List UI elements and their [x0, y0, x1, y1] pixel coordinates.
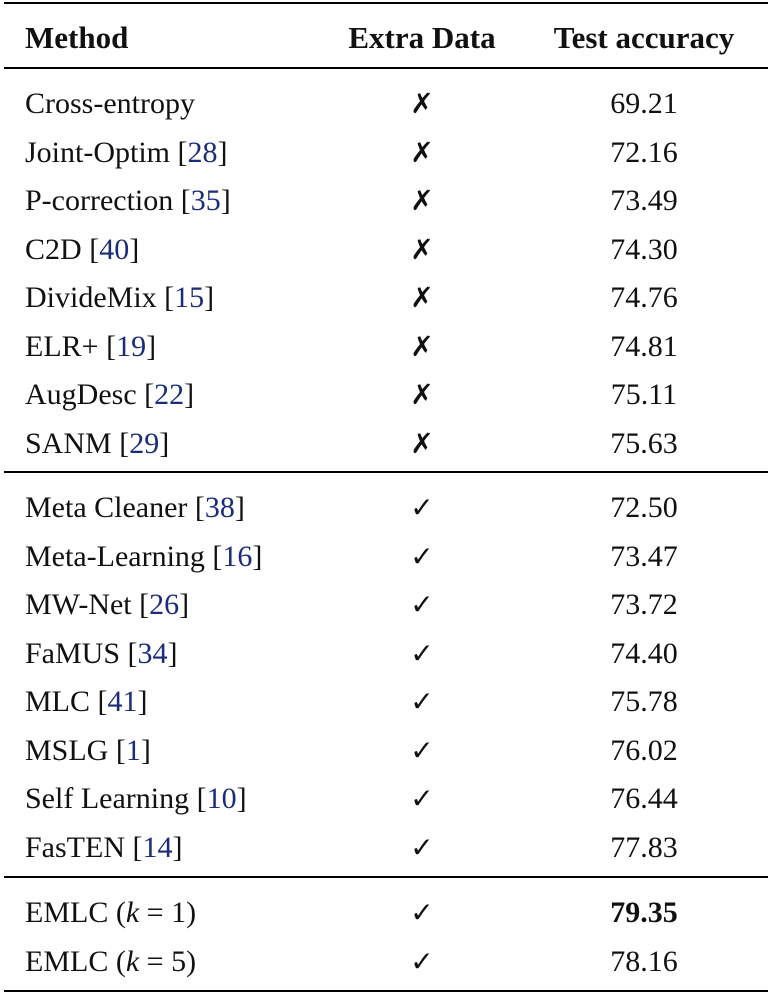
citation-link[interactable]: 14	[142, 830, 173, 864]
accuracy-cell: 74.81	[610, 329, 678, 363]
method-name: Meta-Learning	[25, 539, 205, 573]
citation-link[interactable]: 15	[174, 281, 205, 314]
method-param: k	[125, 896, 140, 929]
cite-bracket: ]	[204, 281, 215, 314]
method-cell	[25, 177, 231, 225]
table-row	[0, 824, 773, 872]
citation-link[interactable]: 34	[137, 636, 168, 670]
check-icon: ✓	[410, 733, 434, 767]
check-icon: ✓	[410, 491, 434, 524]
header-rule	[4, 67, 768, 69]
citation-link[interactable]: 19	[116, 329, 147, 363]
cite-bracket: [	[108, 733, 126, 767]
header-test-accuracy: Test accuracy	[553, 20, 735, 55]
check-icon: ✓	[410, 636, 434, 670]
citation-link[interactable]: 41	[107, 685, 138, 718]
accuracy-cell: 72.16	[610, 135, 678, 169]
cite-bracket: [	[156, 281, 175, 314]
method-name: SANM	[25, 426, 112, 460]
table-row	[0, 775, 773, 823]
accuracy-cell: 75.63	[610, 426, 678, 460]
accuracy-cell: 74.76	[610, 281, 678, 314]
cite-bracket: [	[189, 782, 207, 815]
method-cell	[25, 80, 195, 128]
method-cell	[25, 775, 247, 823]
top-rule	[4, 2, 768, 4]
method-name: C2D	[25, 232, 82, 266]
cite-bracket: [	[111, 426, 130, 460]
method-name: EMLC (	[25, 896, 126, 929]
method-name: P-correction	[25, 184, 174, 217]
method-cell	[25, 129, 228, 177]
citation-link[interactable]: 26	[149, 588, 180, 621]
accuracy-cell: 72.50	[610, 491, 678, 524]
table-row	[0, 129, 773, 177]
cite-bracket: ]	[146, 329, 157, 363]
method-name: ELR+	[25, 329, 99, 363]
citation-link[interactable]: 22	[154, 378, 185, 411]
cite-bracket: ]	[172, 830, 183, 864]
citation-link[interactable]: 28	[187, 135, 218, 169]
bottom-rule	[4, 990, 768, 992]
accuracy-cell: 69.21	[610, 87, 678, 120]
method-cell	[25, 630, 178, 678]
accuracy-cell: 73.47	[610, 539, 678, 573]
cite-bracket: ]	[159, 426, 170, 460]
method-name: MLC	[25, 685, 91, 718]
citation-link[interactable]: 40	[99, 232, 130, 266]
table-row	[0, 484, 773, 532]
method-cell	[25, 323, 156, 371]
method-name: Cross-entropy	[25, 87, 195, 120]
method-name: MW-Net	[25, 588, 132, 621]
method-name: FaMUS	[25, 636, 121, 670]
cite-bracket: ]	[129, 232, 140, 266]
method-cell	[25, 533, 262, 581]
citation-link[interactable]: 10	[206, 782, 237, 815]
cite-bracket: [	[170, 135, 188, 169]
cite-bracket: ]	[140, 733, 151, 767]
cite-bracket: ]	[252, 539, 263, 573]
method-name: AugDesc	[25, 378, 137, 411]
table-row	[0, 678, 773, 726]
method-cell	[25, 727, 151, 775]
table-row	[0, 323, 773, 371]
cite-bracket: [	[98, 329, 117, 363]
method-name: Joint-Optim	[25, 135, 171, 169]
cite-bracket: ]	[167, 636, 178, 670]
check-icon: ✓	[410, 944, 434, 978]
check-icon: ✓	[410, 539, 434, 573]
method-cell	[25, 420, 169, 468]
check-icon: ✓	[410, 588, 434, 621]
cite-bracket: ]	[137, 685, 148, 718]
accuracy-cell: 76.44	[610, 782, 678, 815]
accuracy-cell: 79.35	[610, 896, 678, 929]
table-row	[0, 274, 773, 322]
method-name: Self Learning	[25, 782, 190, 815]
citation-link[interactable]: 1	[125, 733, 141, 767]
cross-icon: ✗	[410, 426, 434, 460]
table-row	[0, 581, 773, 629]
cite-bracket: [	[131, 588, 150, 621]
method-cell	[25, 938, 196, 986]
method-cell	[25, 226, 139, 274]
cross-icon: ✗	[410, 281, 434, 314]
cite-bracket: ]	[179, 588, 190, 621]
cite-bracket: ]	[234, 491, 245, 524]
method-cell	[25, 274, 214, 322]
cite-bracket: ]	[184, 378, 195, 411]
cross-icon: ✗	[410, 232, 434, 266]
cross-icon: ✗	[410, 87, 434, 120]
method-name: MSLG	[25, 733, 109, 767]
accuracy-cell: 74.40	[610, 636, 678, 670]
check-icon: ✓	[410, 685, 434, 718]
cross-icon: ✗	[410, 378, 434, 411]
cite-bracket: ]	[236, 782, 247, 815]
accuracy-cell: 78.16	[610, 944, 678, 978]
accuracy-cell: 75.78	[610, 685, 678, 718]
cross-icon: ✗	[410, 184, 434, 217]
accuracy-cell: 75.11	[610, 378, 678, 411]
header-row	[0, 14, 773, 62]
table-row	[0, 727, 773, 775]
table-row	[0, 226, 773, 274]
method-param-value: = 5)	[139, 944, 197, 978]
table-row	[0, 420, 773, 468]
citation-link[interactable]: 35	[190, 184, 221, 217]
citation-link[interactable]: 16	[222, 539, 253, 573]
cite-bracket: ]	[217, 135, 228, 169]
group-divider	[4, 876, 768, 878]
method-cell	[25, 824, 183, 872]
accuracy-cell: 73.72	[610, 588, 678, 621]
cite-bracket: [	[90, 685, 108, 718]
accuracy-cell: 74.30	[610, 232, 678, 266]
header-extra-data: Extra Data	[348, 20, 496, 55]
table-row	[0, 630, 773, 678]
method-cell	[25, 678, 148, 726]
cite-bracket: [	[81, 232, 100, 266]
group-divider	[4, 471, 768, 473]
method-name: DivideMix	[25, 281, 157, 314]
accuracy-cell: 77.83	[610, 830, 678, 864]
table-row	[0, 371, 773, 419]
method-cell	[25, 371, 194, 419]
method-name: FasTEN	[25, 830, 125, 864]
table-row	[0, 533, 773, 581]
citation-link[interactable]: 29	[129, 426, 160, 460]
method-cell	[25, 484, 245, 532]
table-row	[0, 177, 773, 225]
check-icon: ✓	[410, 782, 434, 815]
accuracy-cell: 76.02	[610, 733, 678, 767]
method-name: EMLC (	[25, 944, 126, 978]
table-row	[0, 80, 773, 128]
check-icon: ✓	[410, 830, 434, 864]
cite-bracket: [	[204, 539, 223, 573]
method-param-value: = 1)	[139, 896, 197, 929]
cite-bracket: [	[187, 491, 205, 524]
method-name: Meta Cleaner	[25, 491, 188, 524]
method-cell	[25, 889, 196, 937]
check-icon: ✓	[410, 896, 434, 929]
cite-bracket: [	[125, 830, 143, 864]
cross-icon: ✗	[410, 329, 434, 363]
header-method: Method	[25, 20, 129, 55]
cite-bracket: [	[136, 378, 155, 411]
cite-bracket: ]	[220, 184, 231, 217]
method-cell	[25, 581, 189, 629]
accuracy-cell: 73.49	[610, 184, 678, 217]
method-param: k	[125, 944, 140, 978]
cross-icon: ✗	[410, 135, 434, 169]
table-row	[0, 889, 773, 937]
cite-bracket: [	[120, 636, 138, 670]
table-row	[0, 938, 773, 986]
cite-bracket: [	[173, 184, 191, 217]
citation-link[interactable]: 38	[204, 491, 235, 524]
